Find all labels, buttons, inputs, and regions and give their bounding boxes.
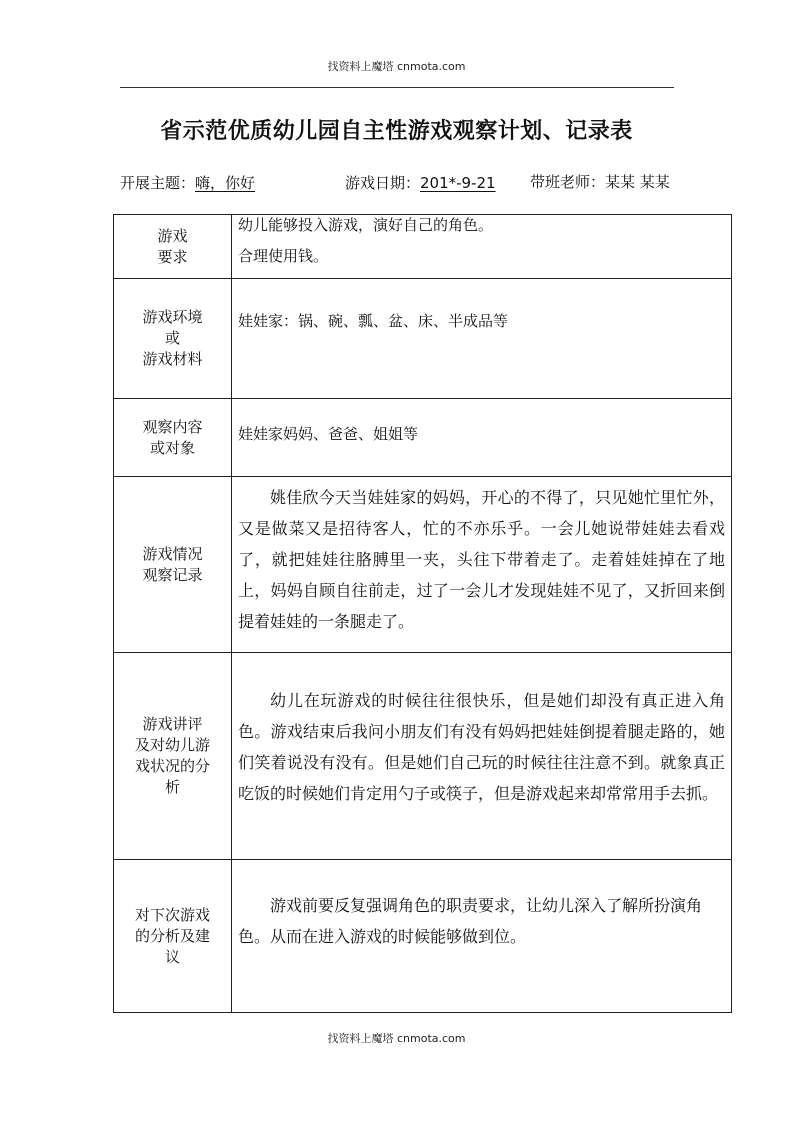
label-requirements xyxy=(114,215,232,279)
label-line: 游戏 xyxy=(157,226,188,245)
label-evaluation xyxy=(114,653,232,860)
page-footer-text: 找资料上魔塔 cnmota.com xyxy=(327,1032,466,1045)
evaluation-text: 幼儿在玩游戏的时候往往很快乐，但是她们却没有真正进入角色。游戏结束后我问小朋友们有没有妈妈把娃娃倒提着腿走路的，她们笑着说没有没有。但是她们自己玩的时候往往注意不到。就象真正吃饭的时候她们肯定用勺子或筷子，但是游戏起来却常常用手去抓。 xyxy=(238,691,725,803)
label-line: 游戏讲评 xyxy=(142,715,203,733)
label-line: 或 xyxy=(164,329,180,347)
label-line: 游戏情况 xyxy=(142,544,203,563)
label-line: 议 xyxy=(164,947,180,966)
content-observation-target xyxy=(232,399,732,477)
theme-field xyxy=(120,172,255,193)
observation-table xyxy=(113,214,732,1013)
content-requirements xyxy=(232,215,732,279)
teacher-label: 带班老师： xyxy=(530,173,606,191)
label-line: 或对象 xyxy=(149,438,195,457)
label-line: 游戏环境 xyxy=(142,308,203,326)
page-header-text: 找资料上魔塔 cnmota.com xyxy=(327,60,466,73)
observation-target-text: 娃娃家妈妈、爸爸、姐姐等 xyxy=(238,425,419,443)
label-line: 观察内容 xyxy=(142,417,203,436)
table-row-evaluation xyxy=(114,653,732,860)
requirement-line-2: 合理使用钱。 xyxy=(238,247,329,265)
date-field xyxy=(345,172,508,193)
label-next-suggestions xyxy=(114,860,232,1013)
label-environment xyxy=(114,279,232,399)
date-label: 游戏日期： xyxy=(345,174,421,192)
theme-label: 开展主题： xyxy=(120,174,196,192)
table-row-next-suggestions xyxy=(114,860,732,1013)
header-divider xyxy=(120,87,674,88)
table-row-environment xyxy=(114,279,732,399)
environment-text: 娃娃家：锅、碗、瓢、盆、床、半成品等 xyxy=(238,311,509,330)
date-value: 201*-9-21 xyxy=(420,174,496,192)
content-environment xyxy=(232,279,732,399)
label-line: 对下次游戏 xyxy=(134,905,210,924)
label-line: 观察记录 xyxy=(142,565,203,584)
label-observation-target xyxy=(114,399,232,477)
label-observation-record xyxy=(114,477,232,653)
content-evaluation xyxy=(232,653,732,860)
label-line: 游戏材料 xyxy=(142,350,203,368)
teacher-field xyxy=(530,172,690,193)
content-observation-record xyxy=(232,477,732,653)
teacher-value: 某某 某某 xyxy=(605,173,670,191)
table-row-observation-target xyxy=(114,399,732,477)
table-row-observation-record xyxy=(114,477,732,653)
next-suggestions-text: 游戏前要反复强调角色的职责要求，让幼儿深入了解所扮演角色。从而在进入游戏的时候能够做到位。 xyxy=(238,896,703,946)
theme-value: 嗨，你好 xyxy=(195,174,256,192)
label-line: 及对幼儿游 xyxy=(134,736,210,754)
table-row-requirements xyxy=(114,215,732,279)
document-title: 省示范优质幼儿园自主性游戏观察计划、记录表 xyxy=(160,118,633,144)
label-line: 戏状况的分 xyxy=(134,757,210,775)
label-line: 要求 xyxy=(157,247,188,266)
requirement-line-1: 幼儿能够投入游戏，演好自己的角色。 xyxy=(238,216,494,234)
label-line: 析 xyxy=(164,778,180,796)
label-line: 的分析及建 xyxy=(134,926,210,945)
content-next-suggestions xyxy=(232,860,732,1013)
observation-record-text: 姚佳欣今天当娃娃家的妈妈，开心的不得了，只见她忙里忙外，又是做菜又是招待客人，忙的不亦乐乎。一会儿她说带娃娃去看戏了，就把娃娃往胳膊里一夹，头往下带着走了。走着娃娃掉在了地上，妈妈自顾自往前走，过了一会儿才发现娃娃不见了，又折回来倒提着娃娃的一条腿走了。 xyxy=(238,488,725,631)
